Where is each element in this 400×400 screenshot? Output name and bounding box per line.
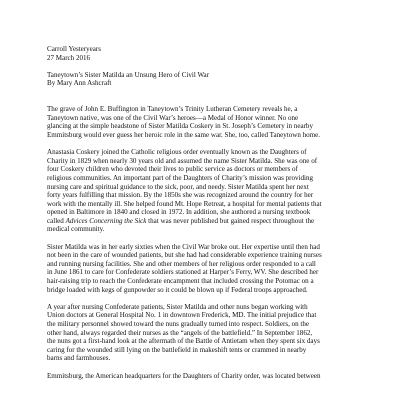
text-line: caring for the wounded still lying on the battlefield in makeshift tents or crammed in nearby [47,345,307,354]
text-line: and running nursing facilities. She and other members of her religious order responded to a call [47,259,316,268]
text-line: Anastasia Coskery joined the Catholic religious order eventually known as the Daughters of [47,148,307,157]
text-line: the nuns got a first-hand look at the aftermath of the Battle of Antietam when they spent six days [47,337,320,346]
text-line: in June 1861 to care for Confederate soldiers stationed at Harper’s Ferry, WV. She described her [47,268,319,277]
text-line: A year after nursing Confederate patients, Sister Matilda and other nuns began working with [47,302,308,311]
text-line: opened in Baltimore in 1840 and closed in 1972. In addition, she authored a nursing textbook [47,208,311,217]
text-line: other hand, always regarded their nurses as the “angels of the battlefield.” In September 1862, [47,328,313,337]
source-line: Carroll Yesteryears [47,45,102,53]
text-line: Sister Matilda was in her early sixties when the Civil War broke out. Her expertise until then had [47,242,320,251]
text-line: bridge loaded with kegs of gunpowder so it could be blown up if Federal troops approached. [47,285,308,294]
article-byline: By Mary Ann Ashcraft [47,79,112,88]
text-line: The grave of John E. Buffington in Taneytown’s Trinity Lutheran Cemetery reveals he, a [47,105,298,114]
text-line: glancing at the simple headstone of Sister Matilda Coskery in St. Joseph’s Cemetery in nearby [47,122,313,131]
text-line: Emmitsburg would ever guess her heroic role in the same war. She, too, called Taneytown home. [47,130,321,139]
spacer [47,88,362,105]
paragraph [47,105,362,139]
paragraph [47,372,362,381]
text-line: not been in the care of wounded patients, but she had had considerable experience training nurses [47,251,322,260]
article-body [47,45,362,389]
text-line: barns and farmhouses. [47,354,111,363]
paragraph [47,243,362,295]
text-line: the military personnel showed toward the nuns gradually turned into respect. Soldiers, on the [47,320,310,328]
paragraph [47,148,362,234]
text-line: Taneytown native, was one of the Civil War’s heroes—a Medal of Honor winner. No one [47,113,299,122]
italic-title: Advices Concerning the Sick [65,216,147,225]
article-title: Taneytown’s Sister Matilda an Unsung Hero of Civil War [47,70,210,79]
text-line: hair-raising trip to reach the Confederate encampment that included crossing the Potomac on a [47,277,314,286]
date-line: 27 March 2016 [47,53,91,62]
paragraph [47,303,362,363]
text-line: four Coskery children who devoted their lives to public service as doctors or members of [47,165,298,174]
text-line: nursing care and spiritual guidance to the sick, poor, and needy. Sister Matilda spent her next [47,182,309,191]
text-line: forty years fulfilling that mission. By the 1850s she was recognized around the country for her [47,191,314,200]
text-line: medical community. [47,225,105,234]
text-line: Charity in 1829 when nearly 30 years old and assumed the name Sister Matilda. She was one of [47,156,318,165]
text-line: Union doctors at General Hospital No. 1 in downtown Frederick, MD. The initial prejudice that [47,311,317,320]
text-line: work with the mentally ill. She helped found Mt. Hope Retreat, a hospital for mental patients that [47,199,322,208]
text-line: called Advices Concerning the Sick that was never published but gained respect throughout the [47,216,315,225]
paragraph-container [47,105,362,380]
text-line: Emmitsburg, the American headquarters for the Daughters of Charity order, was located between [47,371,321,380]
text-line: religious communities. An important part of the Daughters of Charity’s mission was providing [47,173,313,182]
spacer [47,62,362,71]
